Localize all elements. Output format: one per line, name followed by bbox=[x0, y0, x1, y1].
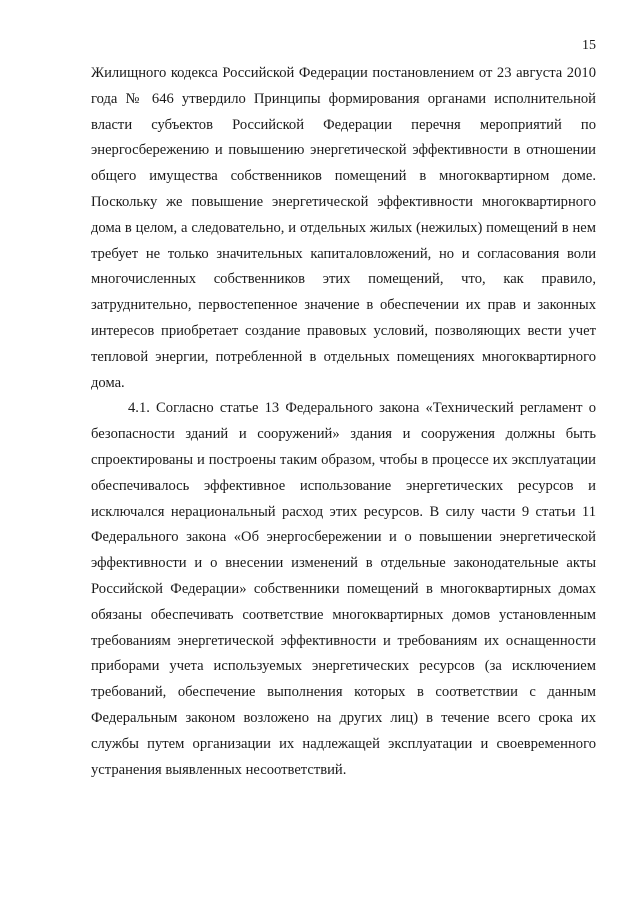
paragraph-4-1: 4.1. Согласно статье 13 Федерального закона «Технический регламент о безопасности зданий и сооружений» здания и сооружения должны быть спроектированы и построены таким образом, чтобы в процессе их эксплуатации обеспечивалось эффективное использование энергетических ресурсов и исключался нерациональный расход этих ресурсов. В силу части 9 статьи 11 Федерального закона «Об энергосбережении и о повышении энергетической эффективности и о внесении изменений в отдельные законодательные акты Российской Федерации» собственники помещений в многоквартирных домах обязаны обеспечивать соответствие многоквартирных домов установленным требованиям энергетической эффективности и требованиям их оснащенности приборами учета используемых энергетических ресурсов (за исключением требований, обеспечение выполнения которых в соответствии с данным Федеральным законом возложено на других лиц) в течение всего срока их службы путем организации их надлежащей эксплуатации и своевременного устранения выявленных несоответствий. bbox=[91, 400, 596, 778]
page-number: 15 bbox=[582, 38, 596, 53]
document-body bbox=[91, 61, 596, 783]
paragraph-continued: Жилищного кодекса Российской Федерации постановлением от 23 августа 2010 года № 646 утвердило Принципы формирования органами исполнительной власти субъектов Российской Федерации перечня мероприятий по энергосбережению и повышению энергетической эффективности в отношении общего имущества собственников помещений в многоквартирном доме. Поскольку же повышение энергетической эффективности многоквартирного дома в целом, а следовательно, и отдельных жилых (нежилых) помещений в нем требует не только значительных капиталовложений, но и согласования воли многочисленных собственников этих помещений, что, как правило, затруднительно, первостепенное значение в обеспечении их прав и законных интересов приобретает создание правовых условий, позволяющих вести учет тепловой энергии, потребленной в отдельных помещениях многоквартирного дома. bbox=[91, 65, 596, 391]
